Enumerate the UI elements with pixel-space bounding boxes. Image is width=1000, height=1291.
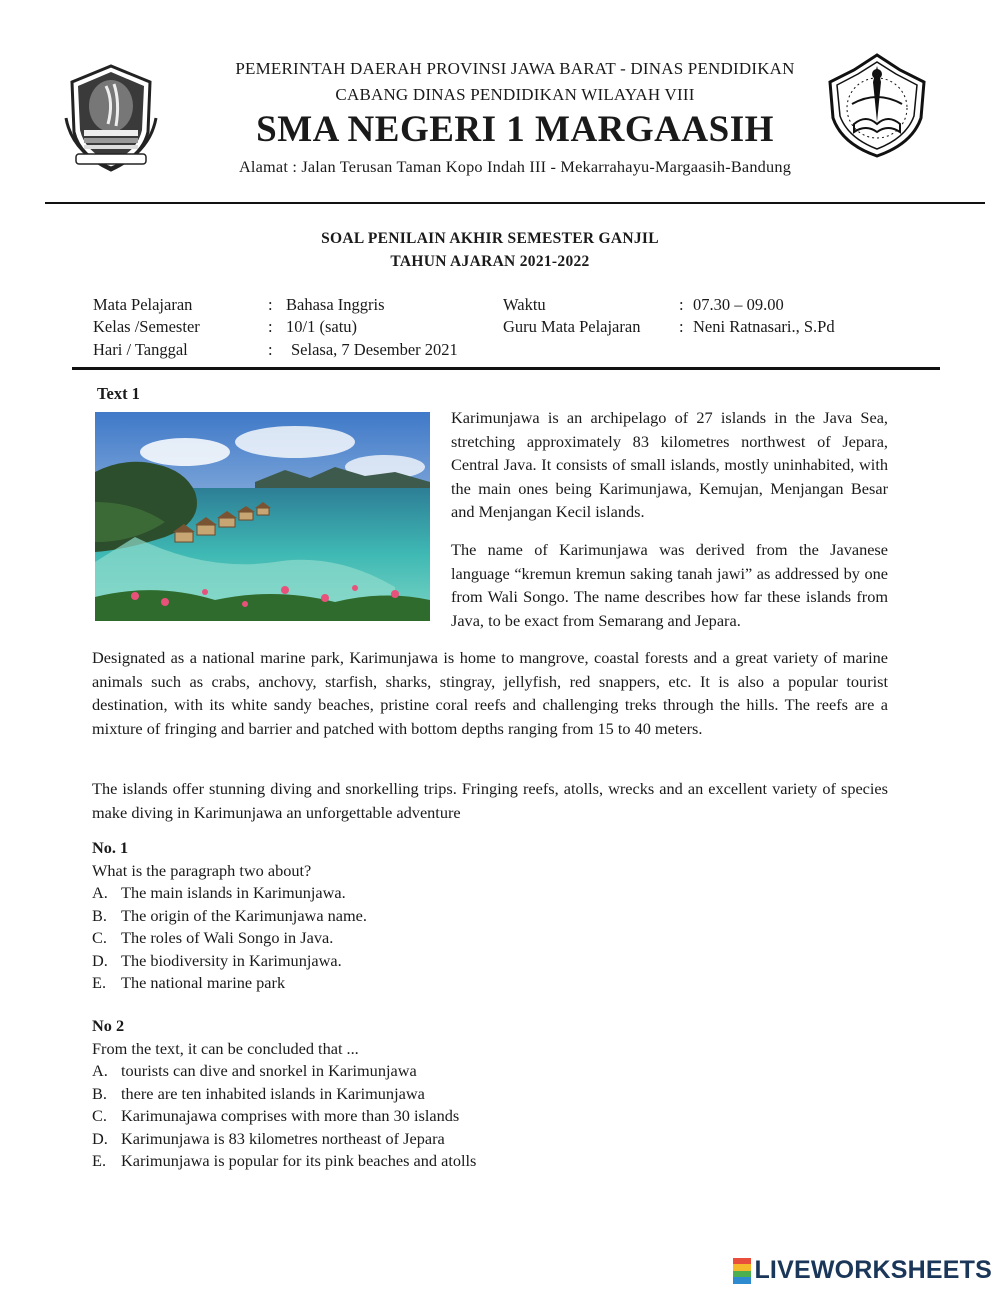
question-prompt: What is the paragraph two about? xyxy=(92,860,312,880)
option-letter: D. xyxy=(92,1128,108,1148)
day-colon: : xyxy=(268,340,273,359)
answer-option[interactable] xyxy=(92,927,792,950)
option-text: The national marine park xyxy=(121,973,286,992)
option-letter: A. xyxy=(92,1061,108,1080)
answer-option[interactable] xyxy=(92,1105,792,1128)
option-letter: C. xyxy=(92,1106,107,1125)
option-letter: E. xyxy=(92,973,107,992)
option-text: The biodiversity in Karimunjawa. xyxy=(121,950,342,970)
liveworksheets-wordmark: LIVEWORKSHEETS xyxy=(754,1256,992,1284)
teacher-colon: : xyxy=(679,317,684,336)
question-1 xyxy=(92,837,792,995)
option-letter: C. xyxy=(92,928,107,947)
time-colon: : xyxy=(679,295,684,314)
option-text: Karimunjawa is 83 kilometres northeast of Jepara xyxy=(121,1128,445,1148)
exam-year: TAHUN AJARAN 2021-2022 xyxy=(390,253,590,270)
answer-option[interactable] xyxy=(92,972,792,995)
liveworksheets-icon xyxy=(733,1258,751,1284)
option-text: there are ten inhabited islands in Karimunjawa xyxy=(121,1083,425,1103)
answer-option[interactable] xyxy=(92,1150,792,1173)
class-value: 10/1 (satu) xyxy=(286,317,358,336)
option-text: The origin of the Karimunjawa name. xyxy=(121,905,367,925)
option-text: Karimunajawa comprises with more than 30 islands xyxy=(121,1106,460,1125)
option-letter: B. xyxy=(92,1083,107,1103)
option-letter: B. xyxy=(92,905,107,925)
text1-paragraph-1: Karimunjawa is an archipelago of 27 islands in the Java Sea, stretching approximately 83 kilometres northwest of Jepara, Central Java. It consists of small islands, mostly uninhabited, with the main ones being Karimunjawa, Kemujan, Menjangan Besar and Menjangan Kecil islands. xyxy=(451,408,888,522)
teacher-value: Neni Ratnasari., S.Pd xyxy=(693,317,835,336)
time-value: 07.30 – 09.00 xyxy=(693,295,784,314)
subject-value: Bahasa Inggris xyxy=(286,295,385,314)
text1-paragraph-2: The name of Karimunjawa was derived from the Javanese language “kremun kremun saking tanah jawi” as addressed by one from Wali Songo. The name describes how far these islands from Java, to be exact from Semarang and Jepara. xyxy=(451,540,888,630)
school-address: Alamat : Jalan Terusan Taman Kopo Indah III - Mekarrahayu-Margaasih-Bandung xyxy=(238,157,792,176)
liveworksheets-brand[interactable] xyxy=(733,1256,992,1285)
teacher-label: Guru Mata Pelajaran xyxy=(503,317,641,336)
answer-option[interactable] xyxy=(92,1083,792,1106)
answer-option[interactable] xyxy=(92,1128,792,1151)
header-divider xyxy=(45,202,985,204)
option-text: tourists can dive and snorkel in Karimunjawa xyxy=(121,1061,417,1080)
class-label: Kelas /Semester xyxy=(93,317,200,336)
answer-option[interactable] xyxy=(92,882,792,905)
karimunjawa-photo xyxy=(95,412,430,621)
answer-option[interactable] xyxy=(92,950,792,973)
answer-option[interactable] xyxy=(92,1060,792,1083)
option-letter: E. xyxy=(92,1151,107,1170)
option-text: The roles of Wali Songo in Java. xyxy=(121,928,334,947)
exam-title: SOAL PENILAIN AKHIR SEMESTER GANJIL xyxy=(321,230,659,247)
subject-colon: : xyxy=(268,295,273,314)
option-text: The main islands in Karimunjawa. xyxy=(121,883,346,902)
info-divider xyxy=(72,367,940,370)
text1-label: Text 1 xyxy=(97,384,140,403)
day-label: Hari / Tanggal xyxy=(93,340,188,359)
header-branch-line: CABANG DINAS PENDIDIKAN WILAYAH VIII xyxy=(335,85,695,104)
option-letter: D. xyxy=(92,950,108,970)
header-government-line: PEMERINTAH DAERAH PROVINSI JAWA BARAT - DINAS PENDIDIKAN xyxy=(235,59,795,78)
answer-option[interactable] xyxy=(92,905,792,928)
text1-paragraph-4: The islands offer stunning diving and snorkelling trips. Fringing reefs, atolls, wrecks and an excellent variety of species make diving in Karimunjawa an unforgettable adventure xyxy=(92,779,888,822)
province-emblem-logo xyxy=(62,62,160,172)
day-value: Selasa, 7 Desember 2021 xyxy=(291,340,458,359)
question-number: No 2 xyxy=(92,1016,125,1035)
option-text: Karimunjawa is popular for its pink beaches and atolls xyxy=(121,1151,477,1170)
question-number: No. 1 xyxy=(92,838,129,857)
subject-label: Mata Pelajaran xyxy=(93,295,193,314)
class-colon: : xyxy=(268,317,273,336)
option-letter: A. xyxy=(92,883,108,902)
brand-stripe-icon xyxy=(733,1277,751,1284)
question-2 xyxy=(92,1015,792,1173)
question-prompt: From the text, it can be concluded that ... xyxy=(92,1038,359,1058)
text1-paragraph-3: Designated as a national marine park, Karimunjawa is home to mangrove, coastal forests and a great variety of marine animals such as crabs, anchovy, starfish, sharks, stingray, jellyfish, red snappers, etc. It is also a popular tourist destination, with its white sandy beaches, pristine coral reefs and challenging treks through the hills. The reefs are a mixture of fringing and barrier and patched with bottom depths ranging from 15 to 40 meters. xyxy=(92,648,888,738)
school-name: SMA NEGERI 1 MARGAASIH xyxy=(256,109,774,150)
exam-info xyxy=(93,295,893,365)
time-label: Waktu xyxy=(503,295,546,314)
